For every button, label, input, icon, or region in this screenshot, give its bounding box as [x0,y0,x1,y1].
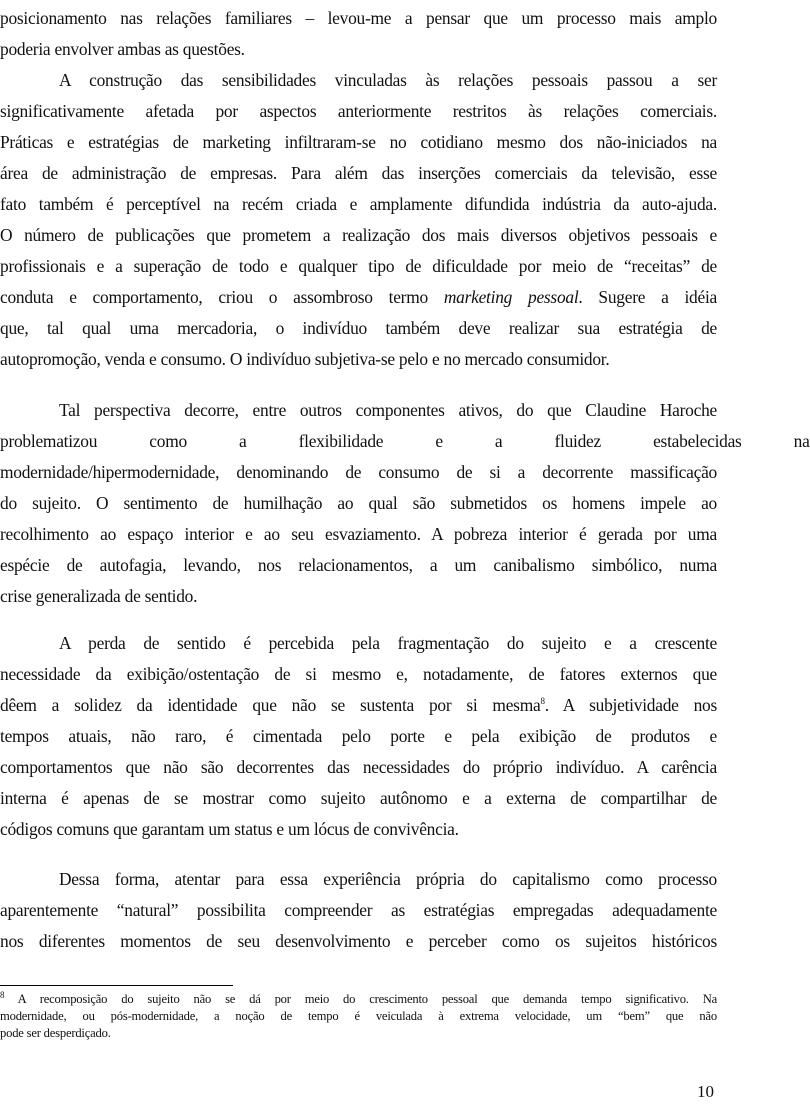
text-segment: . Sugere a idéia [578,287,717,307]
body-line: espécie de autofagia, levando, nos relacionamentos, a um canibalismo simbólico, numa [0,555,717,575]
body-line: comportamentos que não são decorrentes das necessidades do próprio indivíduo. A carência [0,757,717,777]
body-line: crise generalizada de sentido. [0,586,198,606]
body-line: posicionamento nas relações familiares – levou-me a pensar que um processo mais amplo [0,8,717,28]
body-line: fato também é perceptível na recém criada e amplamente difundida indústria da auto-ajuda. [0,194,717,214]
body-line: interna é apenas de se mostrar como sujeito autônomo e a externa de compartilhar de [0,788,717,808]
footnote-separator [0,985,233,986]
paragraph-start: A perda de sentido é percebida pela fragmentação do sujeito e a crescente [59,633,717,653]
body-line: autopromoção, venda e consumo. O indivíduo subjetiva-se pelo e no mercado consumidor. [0,349,610,369]
paragraph-start: A construção das sensibilidades vinculadas às relações pessoais passou a ser [59,70,717,90]
body-line: que, tal qual uma mercadoria, o indivíduo também deve realizar sua estratégia de [0,318,717,338]
text-segment: conduta e comportamento, criou o assombroso termo [0,287,444,307]
body-line-with-footnote-ref [0,690,717,720]
body-line: nos diferentes momentos de seu desenvolvimento e perceber como os sujeitos históricos [0,931,717,951]
body-line-with-italic [0,282,717,312]
body-line: área de administração de empresas. Para além das inserções comerciais da televisão, esse [0,163,717,183]
footnote-line [0,991,717,1007]
text-segment: . A subjetividade nos [544,695,717,715]
body-line: do sujeito. O sentimento de humilhação ao qual são submetidos os homens impele ao [0,493,717,513]
body-line: necessidade da exibição/ostentação de si mesmo e, notadamente, de fatores externos que [0,664,717,684]
paragraph-start: Tal perspectiva decorre, entre outros componentes ativos, do que Claudine Haroche [59,400,717,420]
italic-term: marketing pessoal [443,287,579,307]
paragraph-start: Dessa forma, atentar para essa experiência própria do capitalismo como processo [59,869,717,889]
body-line: O número de publicações que prometem a realização dos mais diversos objetivos pessoais e [0,225,717,245]
footnote-marker: 8 [0,989,5,1000]
body-line: modernidade/hipermodernidade, denominando de consumo de si a decorrente massificação [0,462,717,482]
footnote-line: pode ser desperdiçado. [0,1026,111,1040]
body-line: problematizou como a flexibilidade e a fluidez estabelecidas na [0,431,810,451]
body-line: recolhimento ao espaço interior e ao seu esvaziamento. A pobreza interior é gerada por uma [0,524,717,544]
body-line: profissionais e a superação de todo e qualquer tipo de dificuldade por meio de “receitas” de [0,256,717,276]
footnote-text: A recomposição do sujeito não se dá por meio do crescimento pessoal que demanda tempo significativo. Na [4,992,717,1006]
page-number: 10 [697,1082,714,1101]
text-segment: dêem a solidez da identidade que não se sustenta por si mesma [0,695,541,715]
body-line: Práticas e estratégias de marketing infiltraram-se no cotidiano mesmo dos não-iniciados na [0,132,717,152]
body-line: poderia envolver ambas as questões. [0,39,245,59]
body-line: significativamente afetada por aspectos anteriormente restritos às relações comerciais. [0,101,717,121]
body-line: tempos atuais, não raro, é cimentada pelo porte e pela exibição de produtos e [0,726,717,746]
body-line: códigos comuns que garantam um status e um lócus de convivência. [0,819,459,839]
footnote-reference[interactable]: 8 [540,696,545,707]
footnote-line: modernidade, ou pós-modernidade, a noção de tempo é veiculada à extrema velocidade, um “bem” que não [0,1009,717,1023]
body-line: aparentemente “natural” possibilita compreender as estratégias empregadas adequadamente [0,900,717,920]
